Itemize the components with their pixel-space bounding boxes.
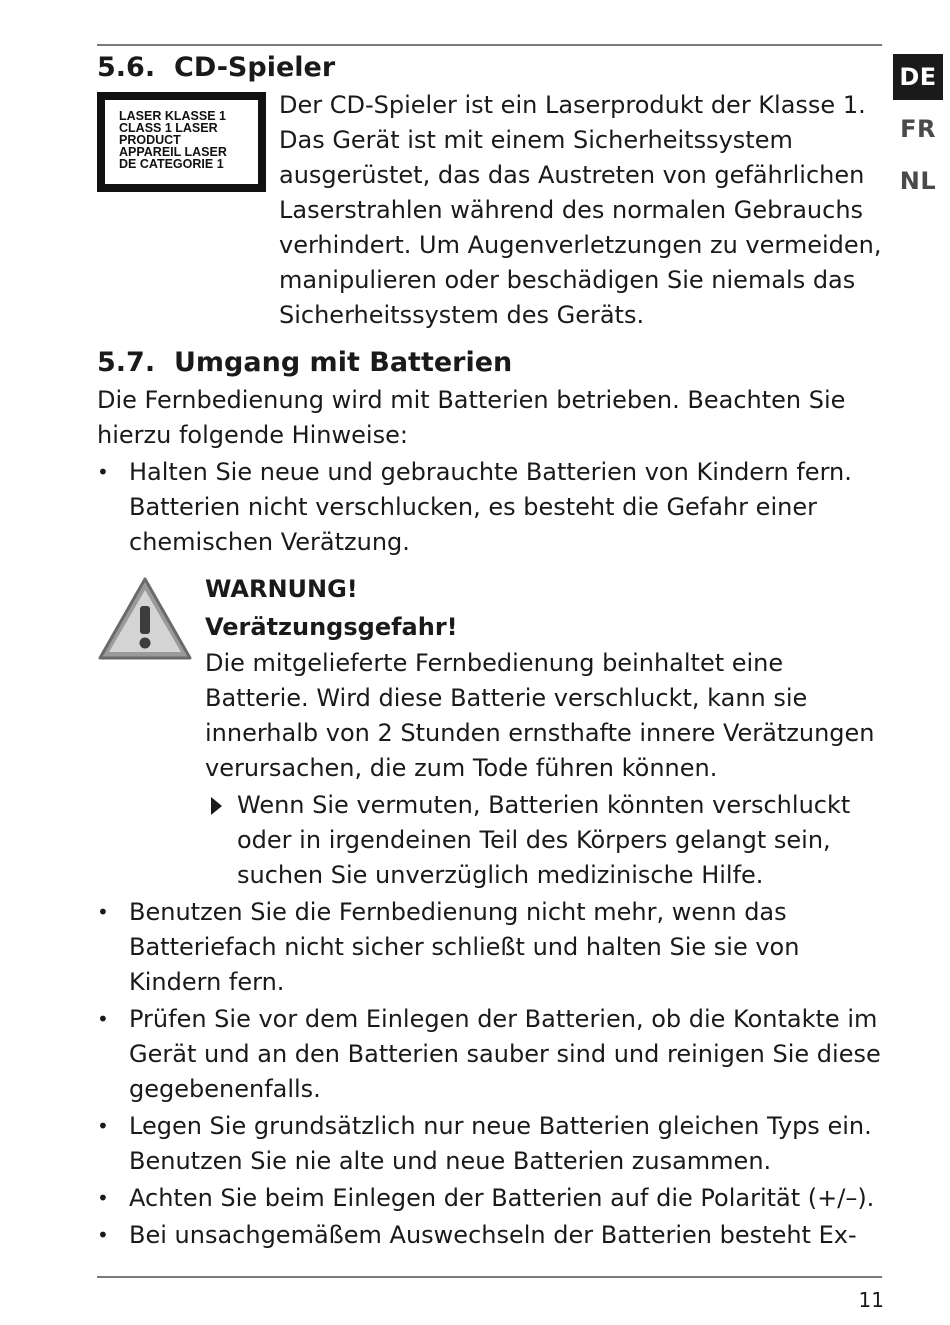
warning-triangle-icon — [97, 576, 193, 662]
list-item: • Legen Sie grundsätzlich nur neue Batterien gleichen Typs ein. Benutzen Sie nie alte und neue Batterien zusammen. — [97, 1109, 882, 1179]
language-tab-nl[interactable]: NL — [899, 167, 937, 195]
list-item: • Bei unsachgemäßem Auswechseln der Batterien besteht Ex- — [97, 1218, 882, 1253]
laser-label-line: DE CATEGORIE 1 — [119, 157, 224, 171]
laser-label-line: CLASS 1 LASER — [119, 121, 218, 135]
header-rule — [97, 44, 882, 46]
battery-hints-list-continued — [97, 895, 882, 1253]
list-item: • Achten Sie beim Einlegen der Batterien auf die Polarität (+/–). — [97, 1181, 882, 1216]
laser-class-label — [97, 92, 266, 192]
page-content — [97, 48, 882, 1253]
language-tab-de[interactable]: DE — [893, 54, 943, 100]
batteries-intro: Die Fernbedienung wird mit Batterien betrieben. Beachten Sie hierzu folgende Hinweise: — [97, 386, 846, 449]
laser-label-line: PRODUCT — [119, 133, 181, 147]
arrow-right-icon — [211, 797, 222, 815]
battery-hints-list — [97, 455, 882, 560]
warning-text: Die mitgelieferte Fernbedienung beinhaltet eine Batterie. Wird diese Batterie verschluckt, kann sie innerhalb von 2 Stunden ernsthafte innere Verätzungen verursachen, die zum Tode führen können. — [205, 649, 875, 782]
laser-label-line: APPAREIL LASER — [119, 145, 227, 159]
footer-rule — [97, 1276, 882, 1278]
section-heading-cd — [97, 48, 882, 88]
section-number: 5.6. — [97, 52, 156, 83]
warning-title: WARNUNG! — [205, 575, 358, 603]
list-item: • Prüfen Sie vor dem Einlegen der Batterien, ob die Kontakte im Gerät und an den Batterien sauber sind und reinigen Sie diese gegebenenfalls. — [97, 1002, 882, 1107]
cd-section — [97, 88, 882, 333]
warning-action — [205, 788, 882, 893]
list-item: • Halten Sie neue und gebrauchte Batterien von Kindern fern. Batterien nicht verschlucken, es besteht die Gefahr einer chemischen Verätzung. — [97, 455, 882, 560]
warning-subtitle: Verätzungsgefahr! — [205, 613, 458, 641]
list-item: • Benutzen Sie die Fernbedienung nicht mehr, wenn das Batteriefach nicht sicher schließt und halten Sie sie von Kindern fern. — [97, 895, 882, 1000]
cd-paragraph: Der CD-Spieler ist ein Laserprodukt der Klasse 1. Das Gerät ist mit einem Sicherheitssystem ausgerüstet, das das Austreten von gefährlichen Laserstrahlen während des normalen Gebrauchs verhindert. Um Augenverletzungen zu vermeiden, manipulieren oder beschädigen Sie niemals das Sicherheitssystem des Geräts. — [279, 91, 882, 329]
warning-box — [97, 570, 882, 893]
language-tabs — [893, 54, 943, 210]
section-title: Umgang mit Batterien — [174, 347, 513, 378]
warning-action-text: Wenn Sie vermuten, Batterien könnten verschluckt oder in irgendeinen Teil des Körpers gelangt sein, suchen Sie unverzüglich medizinische Hilfe. — [237, 791, 851, 889]
laser-label-line: LASER KLASSE 1 — [119, 109, 226, 123]
section-title: CD-Spieler — [174, 52, 336, 83]
language-tab-fr[interactable]: FR — [900, 115, 936, 143]
section-number: 5.7. — [97, 347, 156, 378]
section-heading-batteries — [97, 343, 882, 383]
page-number: 11 — [858, 1288, 884, 1312]
